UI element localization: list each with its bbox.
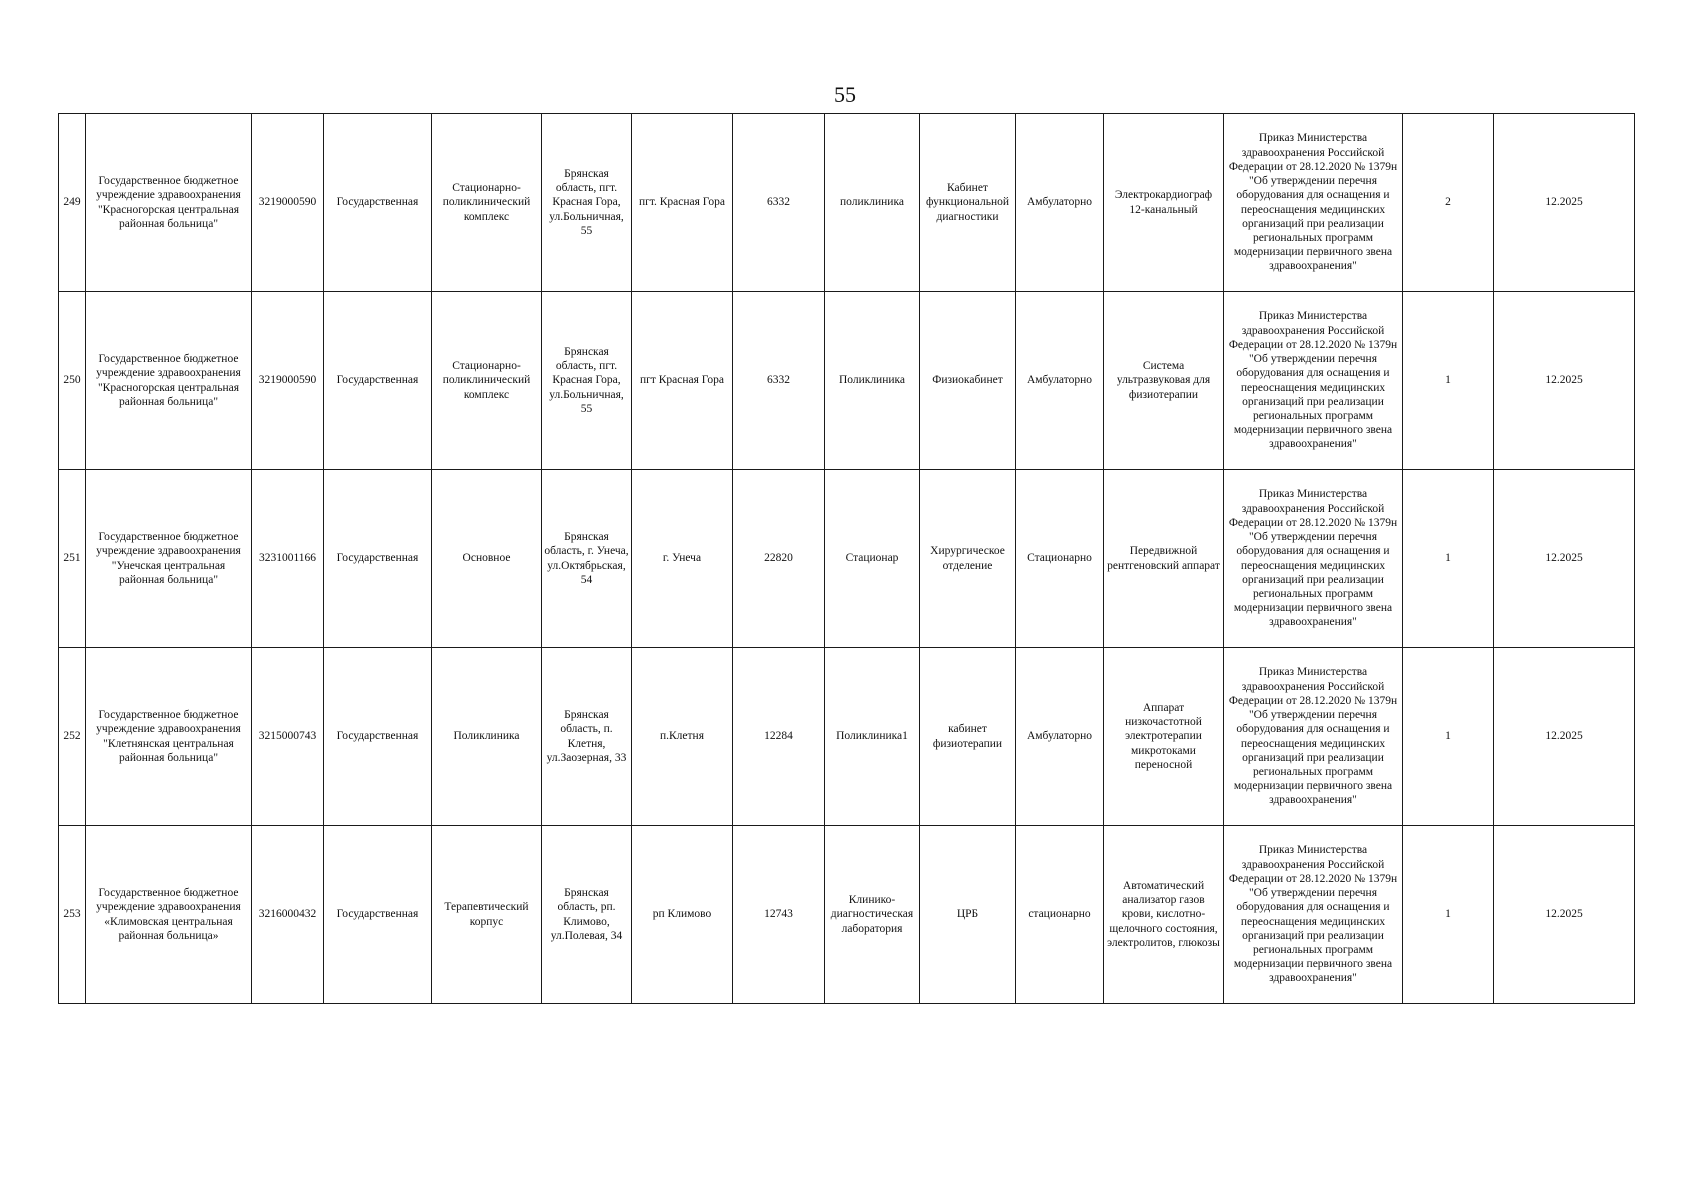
department-cell: ЦРБ bbox=[920, 826, 1016, 1004]
ownership-type-cell: Государственная bbox=[324, 114, 432, 292]
inn-cell: 3216000432 bbox=[252, 826, 324, 1004]
delivery-date-cell: 12.2025 bbox=[1494, 292, 1635, 470]
table-row bbox=[59, 114, 1635, 292]
unit-cell: Стационар bbox=[825, 470, 920, 648]
legal-basis-cell: Приказ Министерства здравоохранения Российской Федерации от 28.12.2020 № 1379н "Об утверждении перечня оборудования для оснащения и переоснащения медицинских организаций при реализации региональных программ модернизации первичного звена здравоохранения" bbox=[1224, 826, 1403, 1004]
address-cell: Брянская область, п. Клетня, ул.Заозерная, 33 bbox=[542, 648, 632, 826]
equipment-name-cell: Аппарат низкочастотной электротерапии микротоками переносной bbox=[1104, 648, 1224, 826]
equipment-registry-table bbox=[58, 113, 1635, 1004]
quantity-cell: 2 bbox=[1403, 114, 1494, 292]
delivery-date-cell: 12.2025 bbox=[1494, 648, 1635, 826]
inn-cell: 3215000743 bbox=[252, 648, 324, 826]
population-cell: 12743 bbox=[733, 826, 825, 1004]
population-cell: 6332 bbox=[733, 114, 825, 292]
building-cell: Поликлиника bbox=[432, 648, 542, 826]
address-cell: Брянская область, г. Унеча, ул.Октябрьская, 54 bbox=[542, 470, 632, 648]
page-number: 55 bbox=[834, 82, 856, 107]
department-cell: Кабинет функциональной диагностики bbox=[920, 114, 1016, 292]
quantity-cell: 1 bbox=[1403, 648, 1494, 826]
delivery-date-cell: 12.2025 bbox=[1494, 826, 1635, 1004]
care-type-cell: стационарно bbox=[1016, 826, 1104, 1004]
table-row bbox=[59, 470, 1635, 648]
row-number-cell: 250 bbox=[59, 292, 86, 470]
row-number-cell: 253 bbox=[59, 826, 86, 1004]
building-cell: Основное bbox=[432, 470, 542, 648]
quantity-cell: 1 bbox=[1403, 470, 1494, 648]
institution-name-cell: Государственное бюджетное учреждение здравоохранения «Климовская центральная районная больница» bbox=[86, 826, 252, 1004]
care-type-cell: Амбулаторно bbox=[1016, 648, 1104, 826]
building-cell: Терапевтический корпус bbox=[432, 826, 542, 1004]
care-type-cell: Амбулаторно bbox=[1016, 114, 1104, 292]
table-row bbox=[59, 826, 1635, 1004]
department-cell: кабинет физиотерапии bbox=[920, 648, 1016, 826]
row-number-cell: 251 bbox=[59, 470, 86, 648]
legal-basis-cell: Приказ Министерства здравоохранения Российской Федерации от 28.12.2020 № 1379н "Об утверждении перечня оборудования для оснащения и переоснащения медицинских организаций при реализации региональных программ модернизации первичного звена здравоохранения" bbox=[1224, 292, 1403, 470]
unit-cell: Поликлиника bbox=[825, 292, 920, 470]
delivery-date-cell: 12.2025 bbox=[1494, 114, 1635, 292]
care-type-cell: Амбулаторно bbox=[1016, 292, 1104, 470]
table-row bbox=[59, 648, 1635, 826]
locality-cell: г. Унеча bbox=[632, 470, 733, 648]
inn-cell: 3219000590 bbox=[252, 114, 324, 292]
ownership-type-cell: Государственная bbox=[324, 470, 432, 648]
equipment-name-cell: Передвижной рентгеновский аппарат bbox=[1104, 470, 1224, 648]
department-cell: Хирургическое отделение bbox=[920, 470, 1016, 648]
ownership-type-cell: Государственная bbox=[324, 826, 432, 1004]
equipment-name-cell: Электрокардиограф 12-канальный bbox=[1104, 114, 1224, 292]
ownership-type-cell: Государственная bbox=[324, 292, 432, 470]
ownership-type-cell: Государственная bbox=[324, 648, 432, 826]
institution-name-cell: Государственное бюджетное учреждение здравоохранения "Красногорская центральная районная больница" bbox=[86, 114, 252, 292]
delivery-date-cell: 12.2025 bbox=[1494, 470, 1635, 648]
inn-cell: 3231001166 bbox=[252, 470, 324, 648]
unit-cell: поликлиника bbox=[825, 114, 920, 292]
department-cell: Физиокабинет bbox=[920, 292, 1016, 470]
legal-basis-cell: Приказ Министерства здравоохранения Российской Федерации от 28.12.2020 № 1379н "Об утверждении перечня оборудования для оснащения и переоснащения медицинских организаций при реализации региональных программ модернизации первичного звена здравоохранения" bbox=[1224, 648, 1403, 826]
locality-cell: пгт. Красная Гора bbox=[632, 114, 733, 292]
building-cell: Стационарно-поликлинический комплекс bbox=[432, 114, 542, 292]
building-cell: Стационарно-поликлинический комплекс bbox=[432, 292, 542, 470]
population-cell: 22820 bbox=[733, 470, 825, 648]
locality-cell: п.Клетня bbox=[632, 648, 733, 826]
institution-name-cell: Государственное бюджетное учреждение здравоохранения "Красногорская центральная районная больница" bbox=[86, 292, 252, 470]
unit-cell: Поликлиника1 bbox=[825, 648, 920, 826]
care-type-cell: Стационарно bbox=[1016, 470, 1104, 648]
equipment-name-cell: Система ультразвуковая для физиотерапии bbox=[1104, 292, 1224, 470]
population-cell: 6332 bbox=[733, 292, 825, 470]
inn-cell: 3219000590 bbox=[252, 292, 324, 470]
institution-name-cell: Государственное бюджетное учреждение здравоохранения "Унечская центральная районная больница" bbox=[86, 470, 252, 648]
address-cell: Брянская область, рп. Климово, ул.Полевая, 34 bbox=[542, 826, 632, 1004]
institution-name-cell: Государственное бюджетное учреждение здравоохранения "Клетнянская центральная районная больница" bbox=[86, 648, 252, 826]
row-number-cell: 252 bbox=[59, 648, 86, 826]
legal-basis-cell: Приказ Министерства здравоохранения Российской Федерации от 28.12.2020 № 1379н "Об утверждении перечня оборудования для оснащения и переоснащения медицинских организаций при реализации региональных программ модернизации первичного звена здравоохранения" bbox=[1224, 114, 1403, 292]
locality-cell: пгт Красная Гора bbox=[632, 292, 733, 470]
legal-basis-cell: Приказ Министерства здравоохранения Российской Федерации от 28.12.2020 № 1379н "Об утверждении перечня оборудования для оснащения и переоснащения медицинских организаций при реализации региональных программ модернизации первичного звена здравоохранения" bbox=[1224, 470, 1403, 648]
equipment-name-cell: Автоматический анализатор газов крови, кислотно-щелочного состояния, электролитов, глюкозы bbox=[1104, 826, 1224, 1004]
address-cell: Брянская область, пгт. Красная Гора, ул.Больничная, 55 bbox=[542, 292, 632, 470]
population-cell: 12284 bbox=[733, 648, 825, 826]
unit-cell: Клинико-диагностическая лаборатория bbox=[825, 826, 920, 1004]
table-row bbox=[59, 292, 1635, 470]
address-cell: Брянская область, пгт. Красная Гора, ул.Больничная, 55 bbox=[542, 114, 632, 292]
locality-cell: рп Климово bbox=[632, 826, 733, 1004]
quantity-cell: 1 bbox=[1403, 826, 1494, 1004]
quantity-cell: 1 bbox=[1403, 292, 1494, 470]
row-number-cell: 249 bbox=[59, 114, 86, 292]
